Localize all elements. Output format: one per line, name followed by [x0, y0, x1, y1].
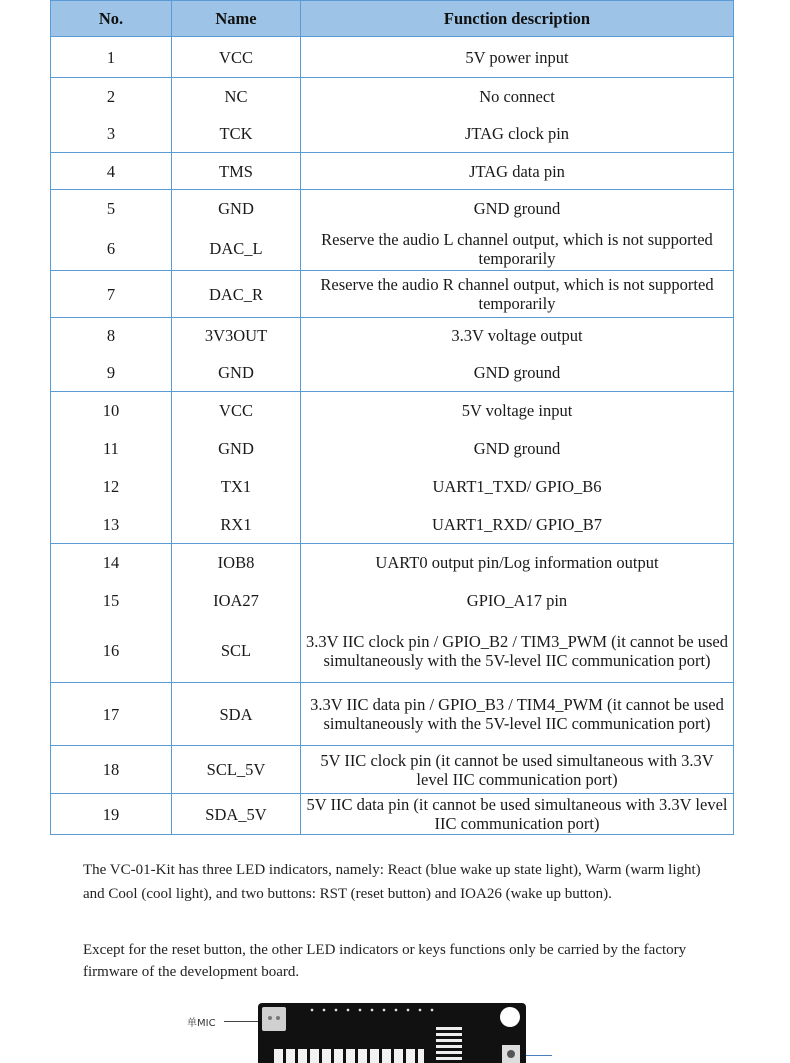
table-row — [51, 392, 734, 430]
header-no: No. — [51, 1, 172, 37]
pin-desc: JTAG clock pin — [301, 115, 734, 153]
pin-no: 12 — [51, 468, 172, 506]
pin-desc: 5V voltage input — [301, 392, 734, 430]
microphone-component — [262, 1007, 286, 1031]
mic-callout-line — [224, 1021, 260, 1022]
led-buttons-paragraph: The VC-01-Kit has three LED indicators, namely: React (blue wake up state light), Warm (warm light) and Cool (cool light), and two buttons: RST (reset button) and IOA26 (wake up button). — [83, 862, 701, 902]
table-row — [51, 271, 734, 318]
pin-name: DAC_L — [172, 228, 301, 271]
dev-board-image — [258, 1003, 526, 1063]
pin-desc: 5V IIC data pin (it cannot be used simultaneous with 3.3V level IIC communication port) — [301, 794, 734, 835]
pin-desc: GND ground — [301, 430, 734, 468]
pin-desc: UART1_TXD/ GPIO_B6 — [301, 468, 734, 506]
pin-name: SDA — [172, 683, 301, 746]
pin-name: TCK — [172, 115, 301, 153]
pin-no: 9 — [51, 354, 172, 392]
pin-desc: 5V IIC clock pin (it cannot be used simultaneous with 3.3V level IIC communication port) — [301, 746, 734, 794]
table-row — [51, 582, 734, 620]
table-row — [51, 620, 734, 683]
table-row — [51, 354, 734, 392]
header-name: Name — [172, 1, 301, 37]
pin-name: SDA_5V — [172, 794, 301, 835]
button-callout-line — [526, 1055, 552, 1056]
header-function-description: Function description — [301, 1, 734, 37]
solder-pads — [274, 1049, 424, 1063]
pin-name: NC — [172, 78, 301, 115]
pin-no: 19 — [51, 794, 172, 835]
pin-name: GND — [172, 430, 301, 468]
table-row — [51, 746, 734, 794]
table-row — [51, 544, 734, 582]
pin-desc: GPIO_A17 pin — [301, 582, 734, 620]
pin-desc: JTAG data pin — [301, 153, 734, 190]
pin-desc: UART0 output pin/Log information output — [301, 544, 734, 582]
pin-name: IOB8 — [172, 544, 301, 582]
pin-name: SCL — [172, 620, 301, 683]
pin-name: 3V3OUT — [172, 318, 301, 354]
table-row — [51, 228, 734, 271]
table-row — [51, 683, 734, 746]
pin-desc: GND ground — [301, 354, 734, 392]
pin-desc: 3.3V IIC clock pin / GPIO_B2 / TIM3_PWM (it cannot be used simultaneously with the 5V-level IIC communication port) — [301, 620, 734, 683]
pin-no: 11 — [51, 430, 172, 468]
pin-no: 16 — [51, 620, 172, 683]
table-header-row — [51, 1, 734, 37]
pin-name: DAC_R — [172, 271, 301, 318]
pin-no: 7 — [51, 271, 172, 318]
pin-desc: UART1_RXD/ GPIO_B7 — [301, 506, 734, 544]
pin-name: GND — [172, 190, 301, 228]
pin-function-table — [50, 0, 734, 835]
table-row — [51, 37, 734, 78]
pin-no: 4 — [51, 153, 172, 190]
pin-no: 15 — [51, 582, 172, 620]
table-row — [51, 468, 734, 506]
pin-desc: 3.3V voltage output — [301, 318, 734, 354]
board-figure — [0, 995, 790, 1063]
pin-desc: 5V power input — [301, 37, 734, 78]
mic-label: 单MIC — [187, 1018, 216, 1029]
table-row — [51, 318, 734, 354]
pin-no: 5 — [51, 190, 172, 228]
pin-no: 10 — [51, 392, 172, 430]
pin-no: 17 — [51, 683, 172, 746]
pin-no: 6 — [51, 228, 172, 271]
chip-component — [436, 1027, 462, 1063]
table-row — [51, 430, 734, 468]
table-row — [51, 115, 734, 153]
pin-desc: Reserve the audio R channel output, which is not supported temporarily — [301, 271, 734, 318]
header-pin-dots — [306, 1008, 436, 1012]
pin-name: SCL_5V — [172, 746, 301, 794]
round-button — [500, 1007, 520, 1027]
pin-name: TMS — [172, 153, 301, 190]
pin-no: 2 — [51, 78, 172, 115]
pin-desc: 3.3V IIC data pin / GPIO_B3 / TIM4_PWM (it cannot be used simultaneously with the 5V-level IIC communication port) — [301, 683, 734, 746]
table-row — [51, 190, 734, 228]
factory-firmware-paragraph: Except for the reset button, the other LED indicators or keys functions only be carried by the factory firmware of the development board. — [83, 942, 687, 980]
pin-no: 18 — [51, 746, 172, 794]
table-row — [51, 506, 734, 544]
pin-name: GND — [172, 354, 301, 392]
pin-desc: GND ground — [301, 190, 734, 228]
pin-no: 14 — [51, 544, 172, 582]
table-row — [51, 153, 734, 190]
pin-no: 3 — [51, 115, 172, 153]
pin-no: 1 — [51, 37, 172, 78]
pin-name: VCC — [172, 392, 301, 430]
pin-name: IOA27 — [172, 582, 301, 620]
pin-name: VCC — [172, 37, 301, 78]
tact-switch — [502, 1045, 520, 1063]
table-row — [51, 794, 734, 835]
pin-name: TX1 — [172, 468, 301, 506]
pin-desc: No connect — [301, 78, 734, 115]
pin-no: 13 — [51, 506, 172, 544]
pin-name: RX1 — [172, 506, 301, 544]
pin-desc: Reserve the audio L channel output, which is not supported temporarily — [301, 228, 734, 271]
pin-no: 8 — [51, 318, 172, 354]
table-row — [51, 78, 734, 115]
